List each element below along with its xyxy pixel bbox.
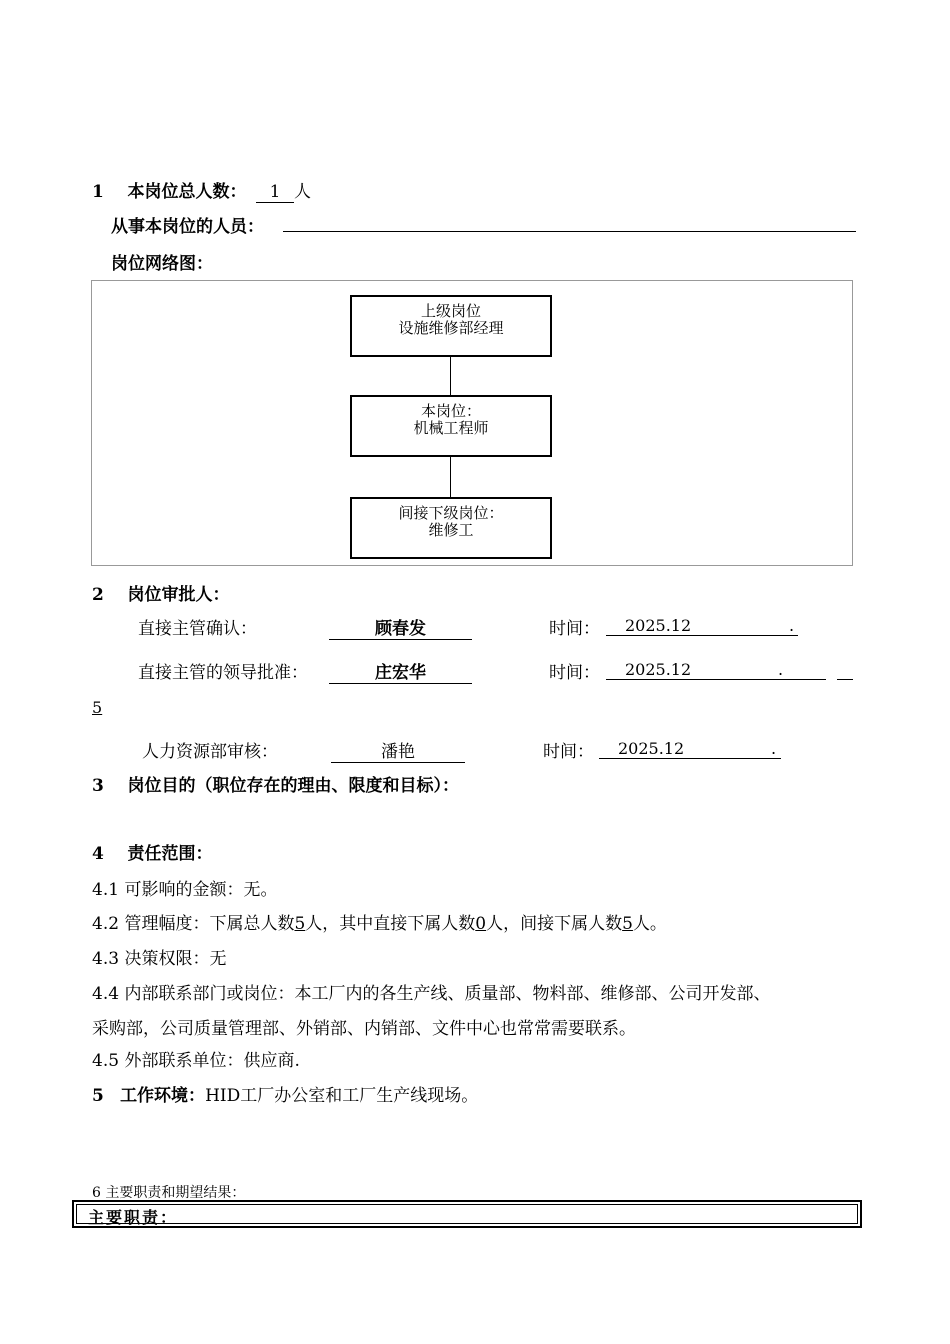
main-duties-box [72, 1200, 862, 1228]
org-box-subordinate [350, 497, 552, 559]
approver-3-label: 人力资源部审核： [142, 742, 278, 762]
approver-2-name: 庄宏华 [329, 658, 472, 684]
section-1-heading [92, 177, 247, 202]
headcount [256, 177, 311, 203]
section-5-text: HID工厂办公室和工厂生产线现场。 [205, 1086, 479, 1106]
section-5-title: 工作环境： [120, 1086, 206, 1106]
item-4-2-indirect: 5 [622, 914, 633, 934]
approver-1-time-label: 时间： [549, 619, 600, 639]
section-4-number: 4 [92, 844, 104, 864]
item-4-2-d: 人。 [632, 914, 667, 934]
item-4-3: 4.3 决策权限：无 [92, 949, 227, 969]
item-4-2-c: 人，间接下属人数 [486, 914, 623, 934]
item-4-2-total: 5 [294, 914, 306, 934]
headcount-unit: 人 [294, 182, 311, 202]
approver-3-time: 2025.12 [618, 739, 685, 758]
approver-3-name: 潘艳 [331, 737, 465, 763]
section-5-number: 5 [92, 1086, 104, 1106]
section-5-heading [92, 1081, 478, 1106]
section-3-title: 岗位目的（职位存在的理由、限度和目标）： [127, 776, 460, 796]
network-label: 岗位网络图： [111, 254, 213, 274]
approver-1-label: 直接主管确认： [138, 619, 257, 639]
approver-1-name-field [329, 614, 472, 640]
section-4-heading [92, 839, 213, 864]
org-connector-top [450, 357, 451, 395]
approver-3-time-field [599, 739, 781, 759]
approver-1-time-dot: . [789, 616, 795, 635]
org-connector-bottom [450, 457, 451, 497]
item-4-1: 4.1 可影响的金额：无。 [92, 880, 278, 900]
main-duties-label: 主要职责： [88, 1208, 179, 1227]
approver-2-time-field-tail [837, 679, 853, 680]
main-duties-inner-border [76, 1204, 858, 1224]
section-2-title: 岗位审批人： [127, 585, 230, 605]
section-6-heading: 6 主要职责和期望结果： [92, 1185, 246, 1201]
staff-label: 从事本岗位的人员： [111, 217, 264, 237]
org-current-name: 机械工程师 [413, 419, 489, 437]
section-1-number: 1 [92, 182, 104, 202]
approver-2-label: 直接主管的领导批准： [138, 663, 308, 683]
staff-field-line [283, 231, 856, 232]
section-2-number: 2 [92, 585, 104, 605]
approver-3-time-dot: . [771, 739, 777, 758]
org-sub-name: 维修工 [428, 521, 474, 539]
item-4-2-b: 人，其中直接下属人数 [305, 914, 476, 934]
approver-1-time: 2025.12 [625, 616, 692, 635]
org-superior-title: 上级岗位 [420, 302, 481, 320]
headcount-value: 1 [256, 182, 294, 203]
item-4-5: 4.5 外部联系单位：供应商. [92, 1051, 300, 1071]
approver-2-name-field [329, 658, 472, 684]
item-4-4-line2: 采购部，公司质量管理部、外销部、内销部、文件中心也常常需要联系。 [92, 1019, 636, 1039]
approver-1-time-field [606, 616, 798, 636]
item-4-2 [92, 909, 667, 934]
approver-3-name-field [331, 737, 465, 763]
item-4-2-a: 4.2 管理幅度：下属总人数 [92, 914, 295, 934]
org-sub-title: 间接下级岗位： [398, 504, 504, 522]
section-3-heading [92, 771, 459, 796]
section-3-number: 3 [92, 776, 104, 796]
section-2-heading [92, 580, 230, 605]
org-box-superior [350, 295, 552, 357]
approver-2-time: 2025.12 [625, 660, 692, 679]
org-box-current [350, 395, 552, 457]
approver-3-time-label: 时间： [543, 742, 594, 762]
section-4-title: 责任范围： [127, 844, 213, 864]
approver-1-name: 顾春发 [329, 614, 472, 640]
item-4-4-line1: 4.4 内部联系部门或岗位：本工厂内的各生产线、质量部、物料部、维修部、公司开发部、 [92, 984, 771, 1004]
approver-2-time-dot: . [778, 660, 784, 679]
org-chart [91, 280, 853, 566]
org-current-title: 本岗位： [420, 402, 481, 420]
item-4-2-direct: 0 [475, 914, 487, 934]
section-1-label: 本岗位总人数： [127, 182, 247, 202]
approver-2-time-field [606, 660, 826, 680]
org-superior-name: 设施维修部经理 [398, 319, 504, 337]
approver-2-time-label: 时间： [549, 663, 600, 683]
approver-2-time-wrap: 5 [92, 698, 103, 717]
